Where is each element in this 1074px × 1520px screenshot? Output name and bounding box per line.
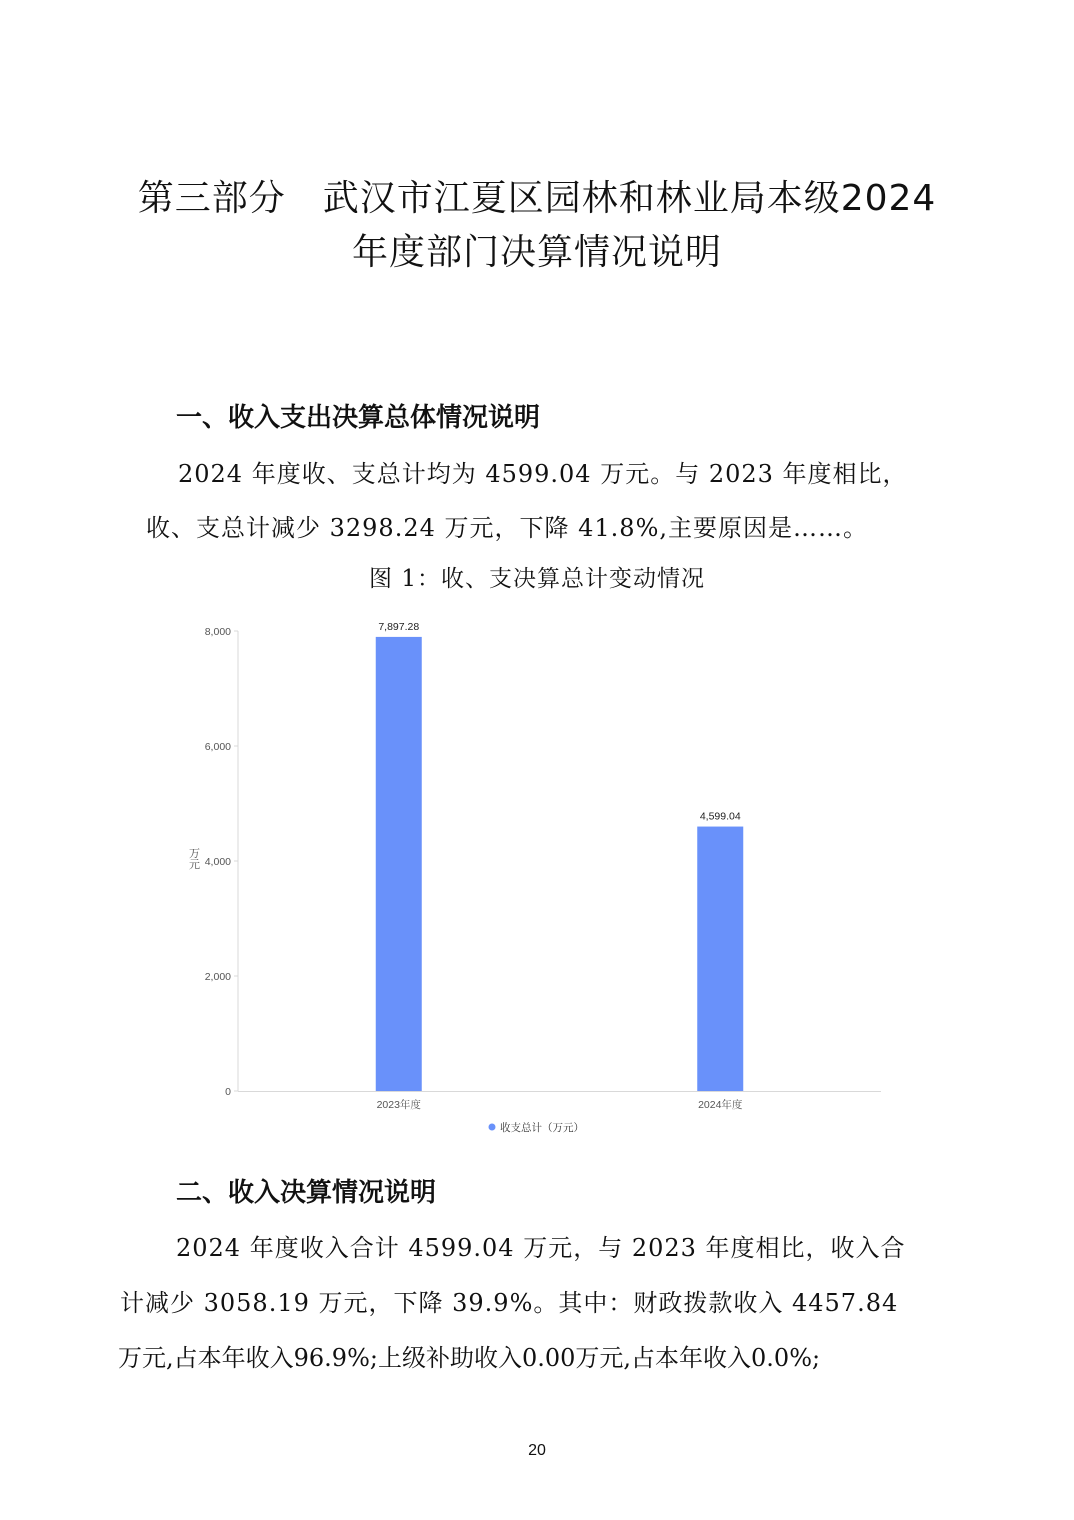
- section2-paragraph-line2: 计减少 3058.19 万元，下降 39.9%。其中：财政拨款收入 4457.84: [120, 1289, 899, 1317]
- x-tick-label: 2023年度: [376, 1099, 421, 1111]
- bar-2023年度: [376, 637, 422, 1091]
- section2-heading: 二、收入决算情况说明: [176, 1178, 437, 1208]
- income-expense-bar-chart: [175, 615, 895, 1145]
- y-tick-labels: [205, 626, 238, 1098]
- section1-paragraph-line1: 2024 年度收、支总计均为 4599.04 万元。与 2023 年度相比，: [178, 460, 908, 488]
- section2-paragraph-line3: 万元,占本年收入96.9%;上级补助收入0.00万元,占本年收入0.0%;: [118, 1344, 821, 1372]
- x-tick-labels: [377, 1098, 743, 1111]
- document-title-line1: 第三部分 武汉市江夏区园林和林业局本级2024: [137, 178, 937, 219]
- bar-2024年度: [697, 827, 743, 1091]
- section2-paragraph-line1: 2024 年度收入合计 4599.04 万元，与 2023 年度相比，收入合: [176, 1234, 906, 1262]
- y-tick-label: 8,000: [204, 626, 231, 638]
- document-title-line2: 年度部门决算情况说明: [351, 232, 722, 273]
- bar-data-label: 4,599.04: [699, 810, 741, 823]
- legend-marker: [489, 1124, 496, 1131]
- y-tick-label: 6,000: [204, 741, 231, 753]
- section1-heading: 一、收入支出决算总体情况说明: [176, 403, 541, 433]
- y-tick-label: 2,000: [204, 971, 231, 983]
- bars: [376, 621, 744, 1091]
- section1-paragraph-line2: 收、支总计减少 3298.24 万元，下降 41.8%,主要原因是……。: [146, 514, 869, 542]
- figure-caption: 图 1：收、支决算总计变动情况: [369, 566, 705, 592]
- legend-label: 收支总计（万元）: [500, 1122, 584, 1134]
- y-axis-label: 万元: [189, 848, 200, 871]
- page-number: 20: [528, 1442, 546, 1459]
- x-tick-label: 2024年度: [698, 1099, 743, 1111]
- y-tick-label: 0: [225, 1086, 231, 1098]
- bar-data-label: 7,897.28: [378, 620, 420, 633]
- legend: [489, 1121, 585, 1134]
- y-tick-label: 4,000: [204, 856, 231, 868]
